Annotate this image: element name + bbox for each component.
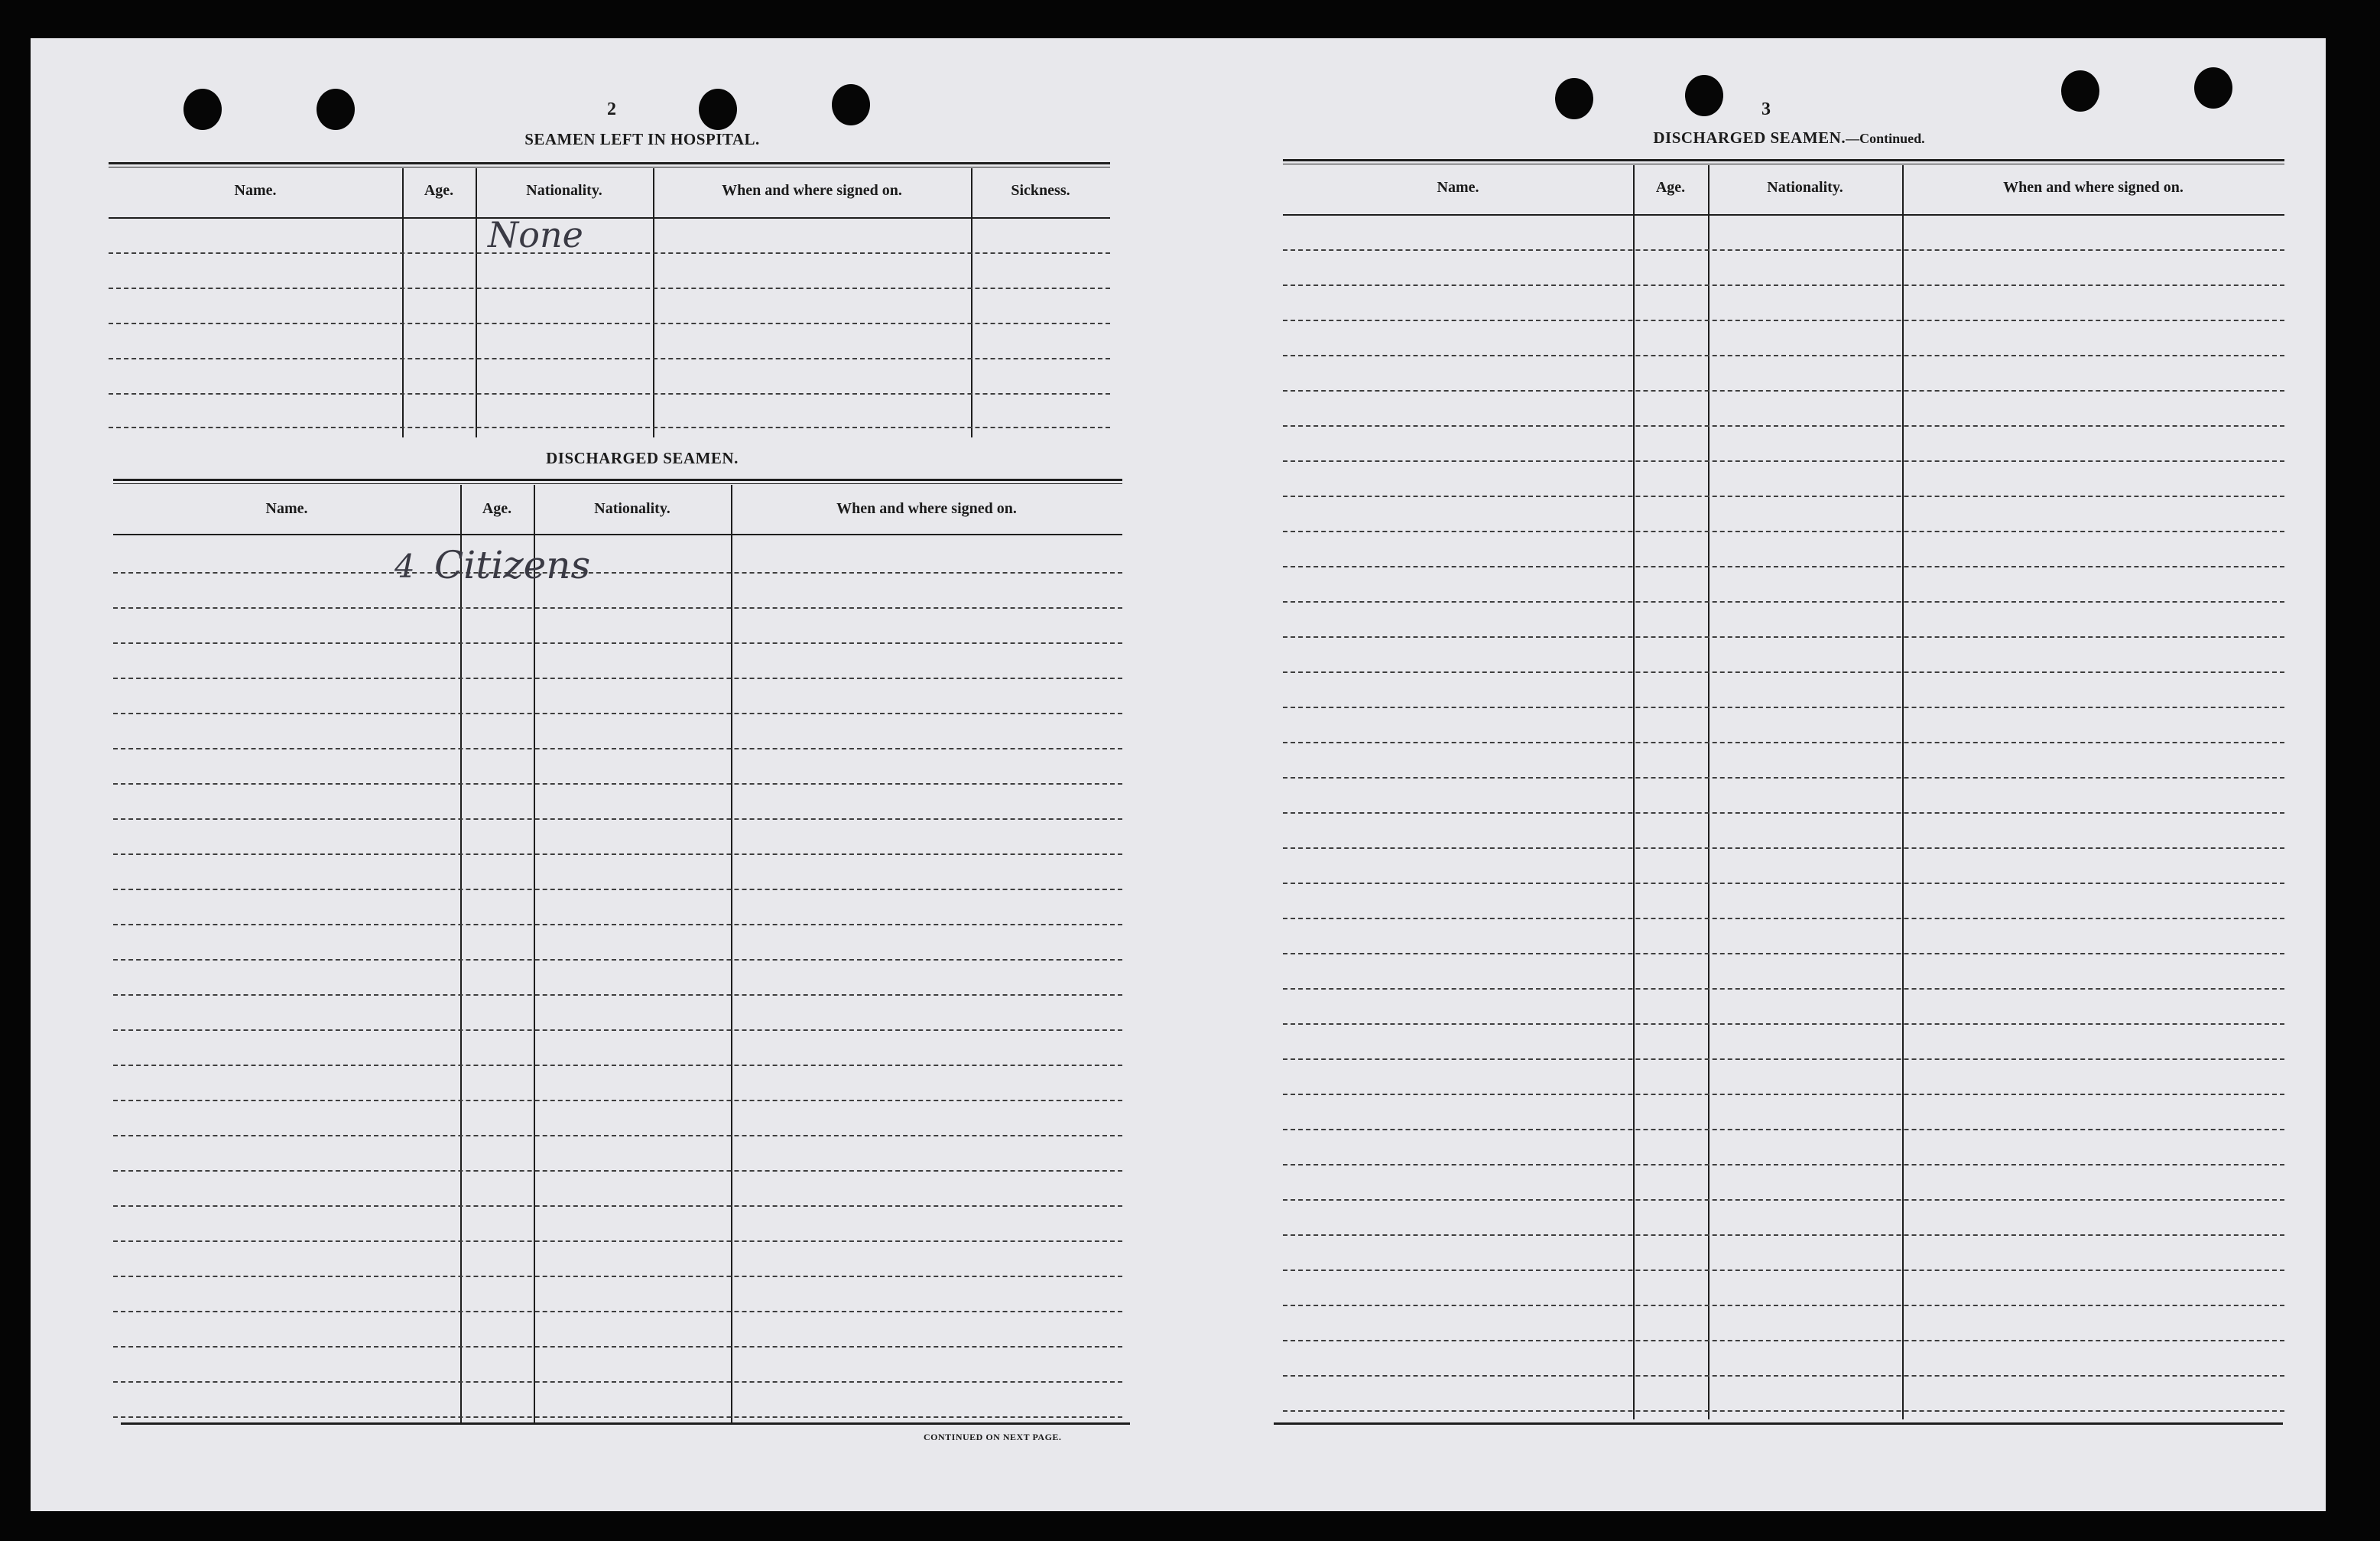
column-header-age: Age. (424, 182, 454, 199)
column-header-nationality: Nationality. (526, 182, 602, 199)
column-header-nationality: Nationality. (594, 500, 670, 517)
column-header-age: Age. (1655, 179, 1686, 196)
discharged-section-title: DISCHARGED SEAMEN. (546, 449, 739, 467)
document-sheet (31, 38, 2326, 1511)
column-header-name: Name. (234, 182, 277, 199)
bottom-rule (1274, 1422, 2283, 1425)
discharged-continued-title (1575, 128, 2003, 148)
continued-note: CONTINUED ON NEXT PAGE. (924, 1432, 1062, 1442)
page-number: 2 (607, 99, 616, 119)
column-header-when-where: When and where signed on. (2003, 179, 2184, 196)
hospital-table (109, 162, 1110, 439)
handwritten-none: None (488, 214, 583, 255)
column-header-when-where: When and where signed on. (836, 500, 1017, 517)
column-header-nationality: Nationality. (1767, 179, 1843, 196)
discharged-continued-table (1283, 159, 2284, 1467)
handwritten-count: 4 (395, 548, 415, 585)
discharged-table (113, 479, 1122, 1465)
bottom-rule (121, 1422, 1130, 1425)
column-header-when-where: When and where signed on. (722, 182, 902, 199)
hospital-section-title: SEAMEN LEFT IN HOSPITAL. (524, 130, 760, 148)
title-main: DISCHARGED SEAMEN. (1653, 128, 1846, 147)
left-page (31, 38, 1177, 1511)
right-page (1177, 38, 2326, 1511)
page-number: 3 (1761, 99, 1771, 119)
column-header-sickness: Sickness. (1011, 182, 1070, 199)
title-suffix: —Continued. (1846, 131, 1925, 146)
column-header-age: Age. (482, 500, 512, 517)
column-header-name: Name. (1437, 179, 1479, 196)
column-header-name: Name. (265, 500, 308, 517)
handwritten-nationality: Citizens (434, 543, 591, 587)
